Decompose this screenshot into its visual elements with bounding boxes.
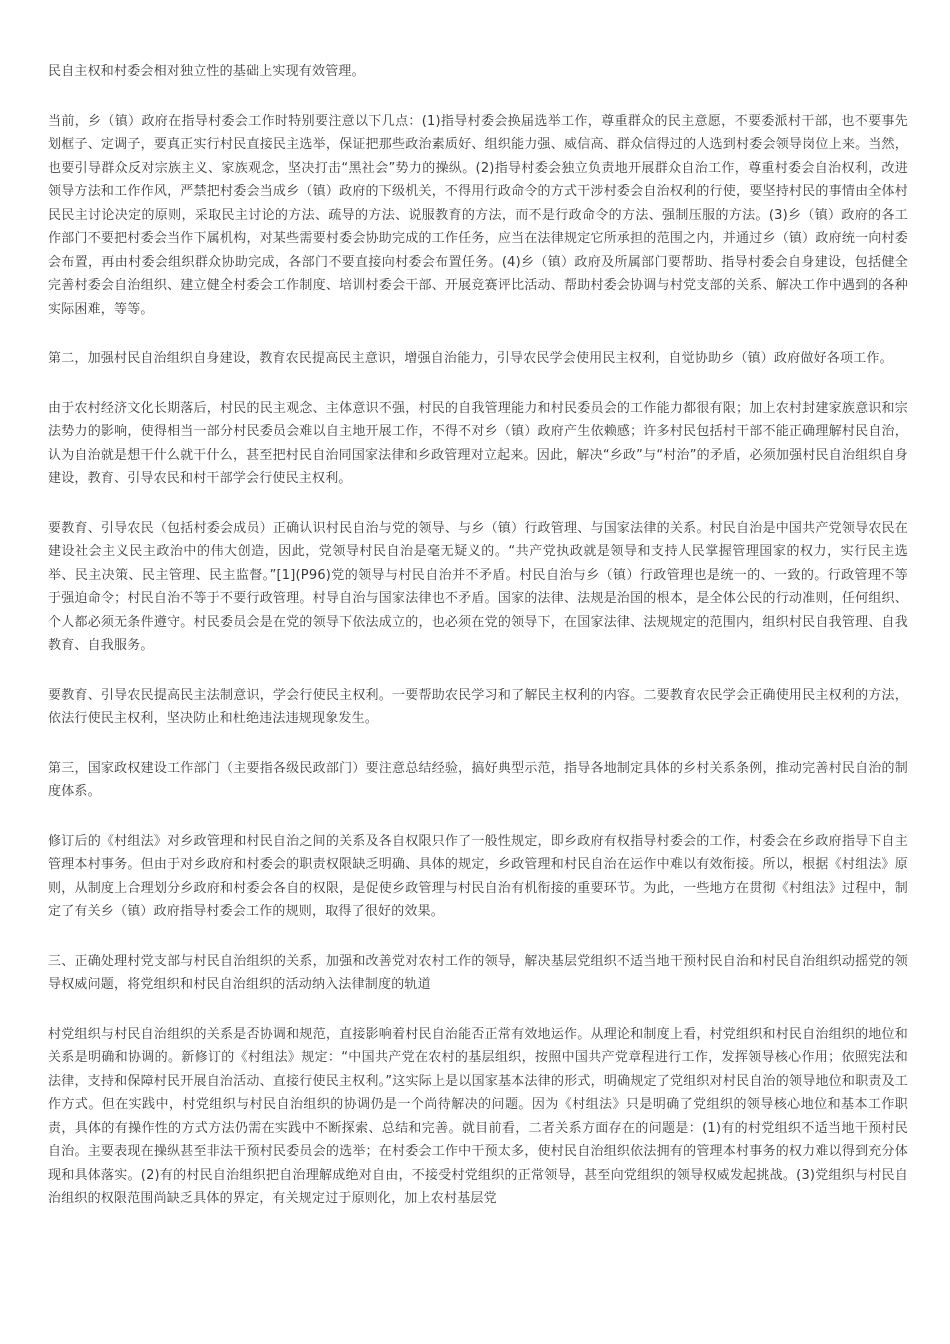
paragraph-3: 第二，加强村民自治组织自身建设，教育农民提高民主意识，增强自治能力，引导农民学会使用民主权利，自觉协助乡（镇）政府做好各项工作。 [48, 351, 893, 366]
paragraph-7: 第三，国家政权建设工作部门（主要指各级民政部门）要注意总结经验，搞好典型示范，指导各地制定具体的乡村关系条例，推动完善村民自治的制度体系。 [48, 760, 908, 799]
paragraph-2: 当前，乡（镇）政府在指导村委会工作时特别要注意以下几点：(1)指导村委会换届选举工作，尊重群众的民主意愿，不要委派村干部，也不要事先划框子、定调子，要真正实行村民直接民主选举，保证把那些政治素质好、组织能力强、威信高、群众信得过的人选到村委会领导岗位上来。当然，也要引导群众反对宗族主义、家族观念，坚决打击“黑社会”势力的操纵。(2)指导村委会独立负责地开展群众自治工作，尊重村委会自治权利，改进领导方法和工作作风，严禁把村委会当成乡（镇）政府的下级机关，不得用行政命令的方式干涉村委会自治权利的行使，要坚持村民的事情由全体村民民主讨论决定的原则，采取民主讨论的方法、疏导的方法、说服教育的方法，而不是行政命令的方法、强制压服的方法。(3)乡（镇）政府的各工作部门不要把村委会当作下属机构，对某些需要村委会协助完成的工作任务，应当在法律规定它所承担的范围之内，并通过乡（镇）政府统一向村委会布置，再由村委会组织群众协助完成，各部门不要直接向村委会布置任务。(4)乡（镇）政府及所属部门要帮助、指导村委会自身建设，包括健全完善村委会自治组织、建立健全村委会工作制度、培训村委会干部、开展竞赛评比活动、帮助村委会协调与村党支部的关系、解决工作中遇到的各种实际困难，等等。 [48, 113, 908, 317]
paragraph-8: 修订后的《村组法》对乡政管理和村民自治之间的关系及各自权限只作了一般性规定，即乡政府有权指导村委会的工作，村委会在乡政府指导下自主管理本村事务。但由于对乡政府和村委会的职责权限缺乏明确、具体的规定，乡政管理和村民自治在运作中难以有效衔接。所以，根据《村组法》原则，从制度上合理划分乡政府和村委会各自的权限，是促使乡政管理与村民自治有机衔接的重要环节。为此，一些地方在贯彻《村组法》过程中，制定了有关乡（镇）政府指导村委会工作的规则，取得了很好的效果。 [48, 833, 908, 919]
section-heading: 三、正确处理村党支部与村民自治组织的关系，加强和改善党对农村工作的领导，解决基层党组织不适当地干预村民自治和村民自治组织动摇党的领导权威问题，将党组织和村民自治组织的活动纳入法律制度的轨道 [48, 953, 908, 992]
document-page [48, 60, 908, 1237]
paragraph-10: 村党组织与村民自治组织的关系是否协调和规范，直接影响着村民自治能否正常有效地运作。从理论和制度上看，村党组织和村民自治组织的地位和关系是明确和协调的。新修订的《村组法》规定：“中国共产党在农村的基层组织，按照中国共产党章程进行工作，发挥领导核心作用；依照宪法和法律，支持和保障村民开展自治活动、直接行使民主权利。”这实际上是以国家基本法律的形式，明确规定了党组织对村民自治的领导地位和职责及工作方式。但在实践中，村党组织与村民自治组织的协调仍是一个尚待解决的问题。因为《村组法》只是明确了党组织的领导核心地位和基本工作职责，具体的有操作性的方式方法仍需在实践中不断探索、总结和完善。就目前看，二者关系方面存在的问题是：(1)有的村党组织不适当地干预村民自治。主要表现在操纵甚至非法干预村民委员会的选举；在村委会工作中干预太多，使村民自治组织依法拥有的管理本村事务的权力难以得到充分体现和具体落实。(2)有的村民自治组织把自治理解成绝对自由，不接受村党组织的正常领导，甚至向党组织的领导权威发起挑战。(3)党组织与村民自治组织的权限范围尚缺乏具体的界定，有关规定过于原则化，加上农村基层党 [48, 1026, 908, 1206]
paragraph-4: 由于农村经济文化长期落后，村民的民主观念、主体意识不强，村民的自我管理能力和村民委员会的工作能力都很有限；加上农村封建家族意识和宗法势力的影响，使得相当一部分村民委员会难以自主地开展工作，不得不对乡（镇）政府产生依赖感；许多村民包括村干部不能正确理解村民自治，认为自治就是想干什么就干什么，甚至把村民自治同国家法律和乡政管理对立起来。因此，解决“乡政”与“村治”的矛盾，必须加强村民自治组织自身建设，教育、引导农民和村干部学会行使民主权利。 [48, 400, 908, 486]
paragraph-1: 民自主权和村委会相对独立性的基础上实现有效管理。 [48, 64, 365, 79]
paragraph-5: 要教育、引导农民（包括村委会成员）正确认识村民自治与党的领导、与乡（镇）行政管理、与国家法律的关系。村民自治是中国共产党领导农民在建设社会主义民主政治中的伟大创造，因此，党领导村民自治是毫无疑义的。“共产党执政就是领导和支持人民掌握管理国家的权力，实行民主选举、民主决策、民主管理、民主监督。”[1](P96)党的领导与村民自治并不矛盾。村民自治与乡（镇）行政管理也是统一的、一致的。行政管理不等于强迫命令；村民自治不等于不要行政管理。村导自治与国家法律也不矛盾。国家的法律、法规是治国的根本，是全体公民的行动准则，任何组织、个人都必须无条件遵守。村民委员会是在党的领导下依法成立的，也必须在党的领导下，在国家法律、法规规定的范围内，组织村民自我管理、自我教育、自我服务。 [48, 520, 908, 653]
paragraph-6: 要教育、引导农民提高民主法制意识，学会行使民主权利。一要帮助农民学习和了解民主权利的内容。二要教育农民学会正确使用民主权利的方法，依法行使民主权利，坚决防止和杜绝违法违规现象发生。 [48, 687, 908, 726]
